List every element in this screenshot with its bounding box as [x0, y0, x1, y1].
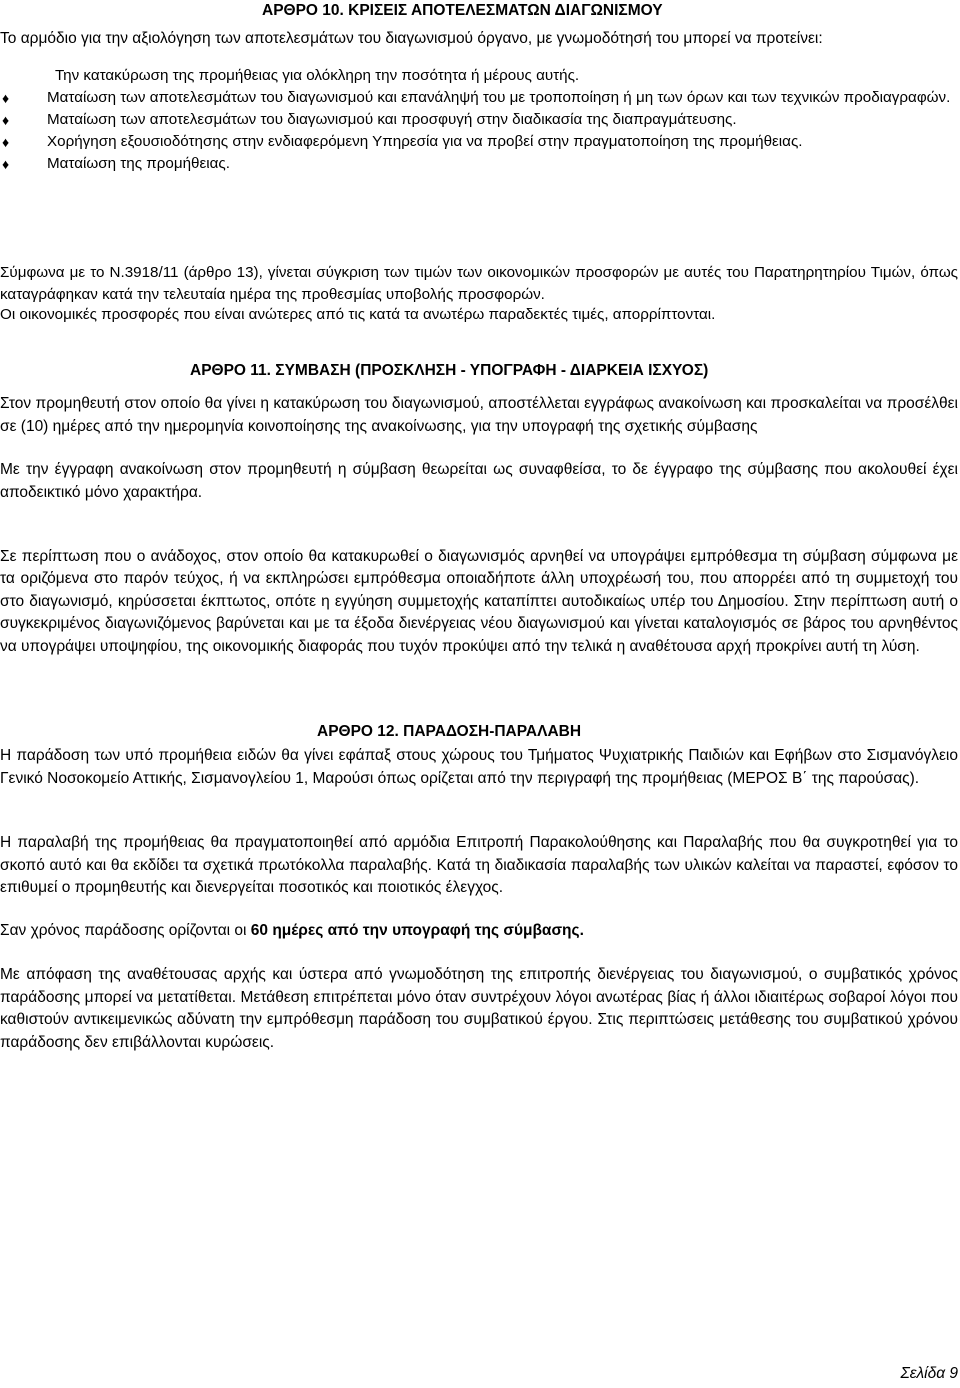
list-item	[0, 109, 958, 131]
list-item	[0, 153, 958, 175]
article-12-paragraph-2: Η παραλαβή της προμήθειας θα πραγματοποιηθεί από αρμόδια Επιτροπή Παρακολούθησης και Παραλαβής που θα συγκροτηθεί για το σκοπό αυτό και θα εκδίδει τα σχετικά πρωτόκολλα παραλαβής. Κατά τη διαδικασία παραλαβής των υλικών καλείται να παραστεί, εφόσον το επιθυμεί ο προμηθευτής και διενεργείται ποσοτικός και ποιοτικός έλεγχος.	[0, 834, 958, 896]
article-10-bullet-list	[0, 65, 958, 175]
delivery-time-prefix: Σαν χρόνος παράδοσης ορίζονται οι	[0, 922, 251, 939]
article-12-paragraph-3	[0, 920, 958, 943]
article-11-paragraph-3	[0, 546, 958, 658]
article-10-intro: Το αρμόδιο για την αξιολόγηση των αποτελεσμάτων του διαγωνισμού όργανο, με γνωμοδότησή του μπορεί να προτείνει:	[0, 30, 823, 47]
diamond-bullet-icon: ♦	[2, 90, 10, 106]
article-10-paragraph-1: Σύμφωνα με το Ν.3918/11 (άρθρο 13), γίνεται σύγκριση των τιμών των οικονομικών προσφορών με αυτές του Παρατηρητηρίου Τιμών, όπως καταγράφηκαν κατά την τελευταία ημέρα της προθεσμίας υποβολής προσφορών.	[0, 264, 958, 303]
article-11-paragraph-2: Με την έγγραφη ανακοίνωση στον προμηθευτή η σύμβαση θεωρείται ως συναφθείσα, το δε έγγραφο της σύμβασης που ακολουθεί έχει αποδεικτικό μόνο χαρακτήρα.	[0, 461, 958, 501]
diamond-bullet-icon: ♦	[2, 112, 10, 128]
list-item-label: Την κατακύρωση της προμήθειας για ολόκληρη την ποσότητα ή μέρους αυτής.	[55, 67, 580, 84]
article-11-paragraph-1: Στον προμηθευτή στον οποίο θα γίνει η κατακύρωση του διαγωνισμού, αποστέλλεται εγγράφως ανακοίνωση και προσκαλείται να προσέλθει σε (10) ημέρες από την ημερομηνία κοινοποίησης της ανακοίνωσης, για την υπογραφή της σχετικής σύμβασης	[0, 395, 958, 435]
article-12-paragraph-4: Με απόφαση της αναθέτουσας αρχής και ύστερα από γνωμοδότηση της επιτροπής διενέργειας του διαγωνισμού, ο συμβατικός χρόνος παράδοσης μπορεί να μετατίθεται. Μετάθεση επιτρέπεται μόνο όταν συντρέχουν λόγοι ανωτέρας βίας ή άλλοι ιδιαιτέρως σοβαροί λόγοι που καθιστούν αντικειμενικώς αδύνατη την εμπρόθεσμη παράδοση του συμβατικού έργου. Στις περιπτώσεις μετάθεσης του συμβατικού χρόνου παράδοσης δεν επιβάλλονται κυρώσεις.	[0, 966, 958, 1051]
list-item-label: Ματαίωση της προμήθειας.	[47, 155, 230, 172]
list-item-label: Ματαίωση των αποτελεσμάτων του διαγωνισμού και προσφυγή στην διαδικασία της διαπραγμάτευσης.	[47, 111, 737, 128]
article-11-paragraph-3-text: Σε περίπτωση που ο ανάδοχος, στον οποίο θα κατακυρωθεί ο διαγωνισμός αρνηθεί να υπογράψει εμπρόθεσμα τη σύμβαση σύμφωνα με τα οριζόμενα στο παρόν τεύχος, ή να εκπληρώσει εμπρόθεσμα οποιαδήποτε άλλη υποχρέωσή του, που απορρέει από τη συμμετοχή του στο διαγωνισμό, κηρύσσεται έκπτωτος, οπότε η εγγύηση συμμετοχής καταπίπτει αυτοδικαίως υπέρ του Δημοσίου. Στην περίπτωση αυτή ο συγκεκριμένος διαγωνιζόμενος βαρύνεται και με τα έξοδα διενέργειας νέου διαγωνισμού και γίνεται καταλογισμός σε βάρος του αρνηθέντος να υπογράψει υποψηφίου, της οικονομικής διαφοράς που τυχόν προκύψει από την τελικά η αναθέτουσα αρχή προκρίνει αυτή τη λύση.	[0, 548, 958, 655]
list-item-label: Χορήγηση εξουσιοδότησης στην ενδιαφερόμενη Υπηρεσία για να προβεί στην πραγματοποίηση της προμήθειας.	[47, 133, 803, 150]
list-item	[0, 87, 958, 109]
article-12-heading: ΑΡΘΡΟ 12. ΠΑΡΑΔΟΣΗ-ΠΑΡΑΛΑΒΗ	[317, 723, 582, 740]
article-12-paragraph-1: Η παράδοση των υπό προμήθεια ειδών θα γίνει εφάπαξ στους χώρους του Τμήματος Ψυχιατρικής Παιδιών και Εφήβων στο Σισμανόγλειο Γενικό Νοσοκομείο Αττικής, Σισμανογλείου 1, Μαρούσι όπως ορίζεται από την περιγραφή της προμήθειας (ΜΕΡΟΣ Β΄ της παρούσας).	[0, 747, 958, 787]
list-item	[0, 65, 958, 87]
article-11-heading: ΑΡΘΡΟ 11. ΣΥΜΒΑΣΗ (ΠΡΟΣΚΛΗΣΗ - ΥΠΟΓΡΑΦΗ - ΔΙΑΡΚΕΙΑ ΙΣΧΥΟΣ)	[190, 362, 709, 379]
diamond-bullet-icon: ♦	[2, 134, 10, 150]
article-10-paragraph-2: Οι οικονομικές προσφορές που είναι ανώτερες από τις κατά τα ανωτέρω παραδεκτές τιμές, απορρίπτονται.	[0, 306, 716, 323]
list-item-label: Ματαίωση των αποτελεσμάτων του διαγωνισμού και επανάληψή του με τροποποίηση ή μη των όρων και των τεχνικών προδιαγραφών.	[47, 89, 951, 106]
diamond-bullet-icon: ♦	[2, 156, 10, 172]
page-number: Σελίδα 9	[900, 1365, 958, 1382]
delivery-time-bold: 60 ημέρες από την υπογραφή της σύμβασης.	[250, 922, 584, 939]
article-10-heading: ΑΡΘΡΟ 10. ΚΡΙΣΕΙΣ ΑΠΟΤΕΛΕΣΜΑΤΩΝ ΔΙΑΓΩΝΙΣΜΟΥ	[262, 2, 663, 19]
list-item	[0, 131, 958, 153]
